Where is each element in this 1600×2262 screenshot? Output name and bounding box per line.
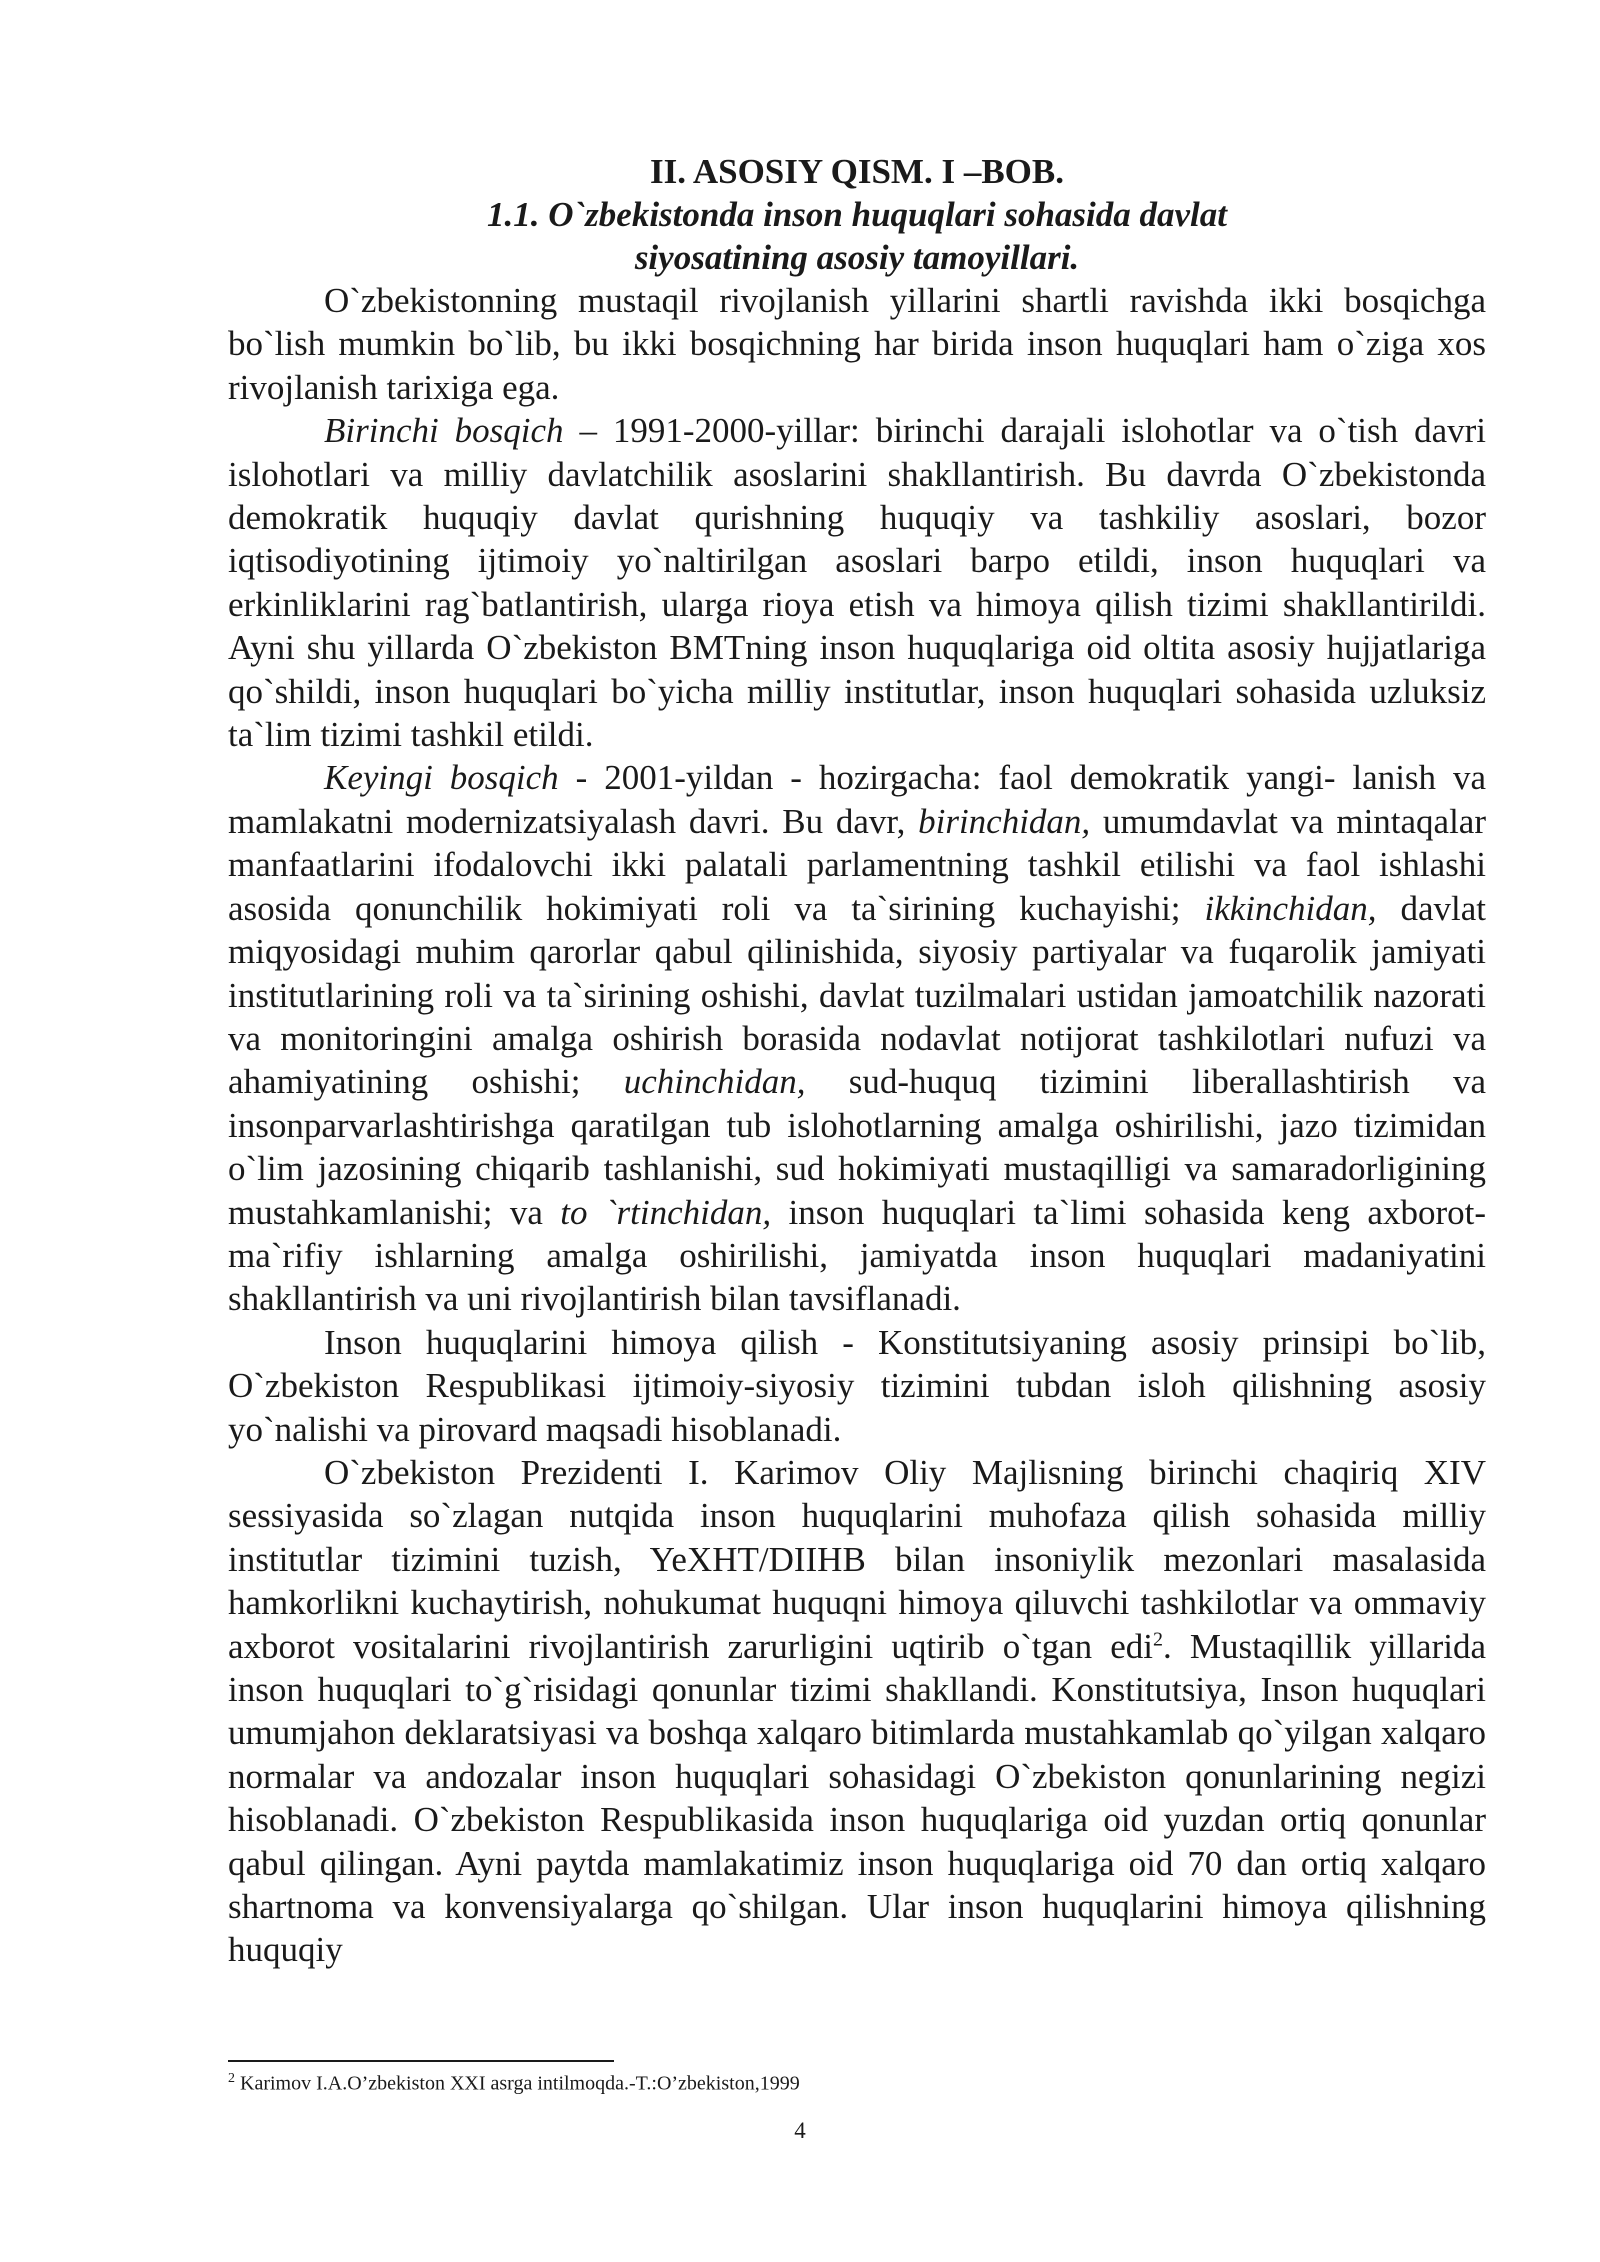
section-title-line-1: 1.1. O`zbekistonda inson huquqlari sohasida davlat	[486, 195, 1228, 234]
paragraph-first-stage	[228, 409, 1486, 756]
term-thirdly: uchinchidan,	[623, 1062, 806, 1102]
next-stage-text-b: umumdavlat va mintaqalar manfaatlarini ifodalovchi ikki palatali parlamentning tashkil etilishi va faol ishlashi asosida qonunchilik hokimiyati roli va ta`sirining kuchayishi;	[228, 801, 1487, 928]
footnote-marker: 2	[228, 2071, 235, 2086]
next-stage-text-e: inson huquqlari ta`limi sohasida keng axborot-ma`rifiy ishlarning amalga oshirilishi, jamiyatda inson huquqlari madaniyatini shakllantirish va uni rivojlantirish bilan tavsiflanadi.	[228, 1192, 1486, 1319]
footnote-reference[interactable]: 2	[1153, 1627, 1164, 1650]
paragraph-president	[228, 1451, 1486, 1972]
paragraph-next-stage	[228, 756, 1486, 1320]
next-stage-text-d: sud-huquq tizimini liberallashtirish va insonparvarlashtirishga qaratilgan tub islohotlarning amalga oshirilishi, jazo tizimidan o`lim jazosining chiqarib tashlanishi, sud hokimiyati mustaqilligi va samaradorligining mustahkamlanishi; va	[228, 1062, 1487, 1232]
page-number: 4	[794, 2118, 806, 2143]
term-fourthly: to `rtinchidan,	[560, 1192, 772, 1232]
page-content	[228, 150, 1486, 1972]
chapter-title: II. ASOSIY QISM. I –BOB.	[650, 152, 1064, 191]
term-first-stage: Birinchi bosqich	[324, 411, 564, 451]
term-next-stage: Keyingi bosqich	[324, 758, 559, 798]
president-text-b: . Mustaqillik yillarida inson huquqlari to`g`risidagi qonunlar tizimi shakllandi. Konstitutsiya, Inson huquqlari umumjahon deklaratsiyasi va boshqa xalqaro bitimlarda mustahkamlab qo`yilgan xalqaro normalar va andozalar inson huquqlari sohasidagi O`zbekiston qonunlarining negizi hisoblanadi. O`zbekiston Respublikasida inson huquqlariga oid yuzdan ortiq qonunlar qabul qilingan. Ayni paytda mamlakatimiz inson huquqlariga oid 70 dan ortiq xalqaro shartnoma va konvensiyalarga qo`shilgan. Ular inson huquqlarini himoya qilishning huquqiy	[228, 1626, 1486, 1970]
footnote	[228, 2066, 800, 2097]
president-text-a: O`zbekiston Prezidenti I. Karimov Oliy Majlisning birinchi chaqiriq XIV sessiyasida so`zlagan nutqida inson huquqlarini muhofaza qilish sohasida milliy institutlar tizimini tuzish, YeXHT/DIIHB bilan insoniylik mezonlari masalasida hamkorlikni kuchaytirish, nohukumat huquqni himoya qiluvchi tashkilotlar va ommaviy axborot vositalarini rivojlantirish zarurligini uqtirib o`tgan edi	[228, 1452, 1486, 1666]
term-secondly: ikkinchidan,	[1204, 888, 1377, 928]
next-stage-text-c: davlat miqyosidagi muhim qarorlar qabul qilinishida, siyosiy partiyalar va fuqarolik jamiyati institutlarining roli va ta`sirining oshishi, davlat tuzilmalari ustidan jamoatchilik nazorati va monitoringini amalga oshirish borasida nodavlat notijorat tashkilotlari nufuzi va ahamiyatining oshishi;	[228, 888, 1486, 1102]
first-stage-text: – 1991-2000-yillar: birinchi darajali islohotlar va o`tish davri islohotlari va milliy davlatchilik asoslarini shakllantirish. Bu davrda O`zbekistonda demokratik huquqiy davlat qurishning huquqiy va tashkiliy asoslari, bozor iqtisodiyotining ijtimoiy yo`naltirilgan asoslari barpo etildi, inson huquqlari va erkinliklarini rag`batlantirish, ularga rioya etish va himoya qilish tizimi shakllantirildi. Ayni shu yillarda O`zbekiston BMTning inson huquqlariga oid oltita asosiy hujjatlariga qo`shildi, inson huquqlari bo`yicha milliy institutlar, inson huquqlari sohasida uzluksiz ta`lim tizimi tashkil etildi.	[228, 411, 1486, 755]
next-stage-text-a: - 2001-yildan - hozirgacha: faol demokratik yangi- lanish va mamlakatni modernizatsiyalash davri. Bu davr,	[228, 758, 1487, 841]
paragraph-intro: O`zbekistonning mustaqil rivojlanish yillarini shartli ravishda ikki bosqichga bo`lish mumkin bo`lib, bu ikki bosqichning har birida inson huquqlari ham o`ziga xos rivojlanish tarixiga ega.	[228, 281, 1486, 407]
section-title-line-2: siyosatining asosiy tamoyillari.	[634, 238, 1080, 277]
footnote-divider	[228, 2060, 614, 2062]
paragraph-constitution: Inson huquqlarini himoya qilish - Konstitutsiyaning asosiy prinsipi bo`lib, O`zbekiston Respublikasi ijtimoiy-siyosiy tizimini tubdan isloh qilishning asosiy yo`nalishi va pirovard maqsadi hisoblanadi.	[228, 1322, 1486, 1449]
term-firstly: birinchidan,	[918, 801, 1091, 841]
footnote-text: Karimov I.A.O’zbekiston XXI asrga intilmoqda.-T.:O’zbekiston,1999	[235, 2072, 800, 2095]
